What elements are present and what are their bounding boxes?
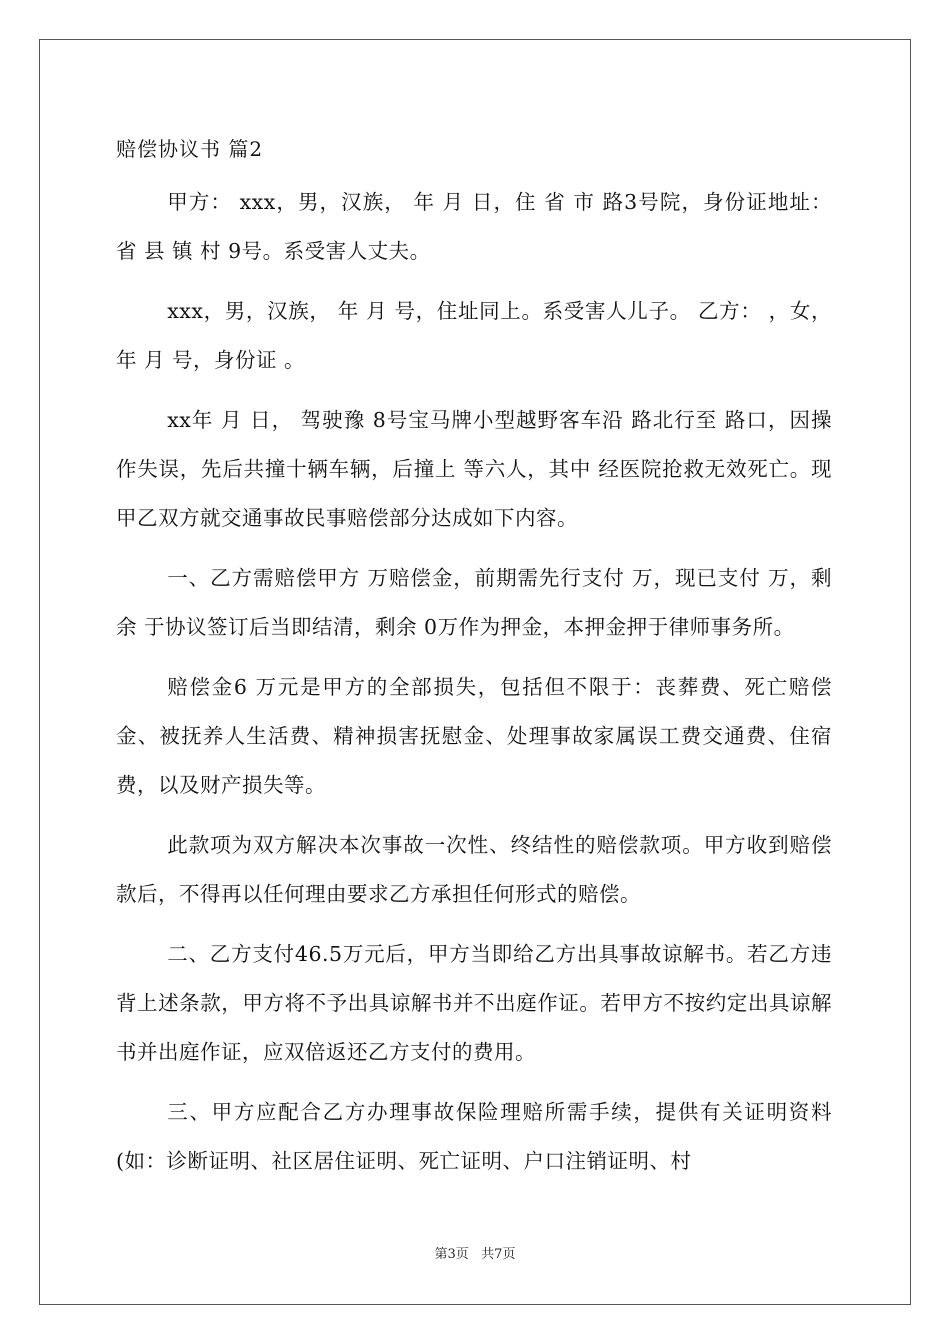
paragraph-clause-3: 三、甲方应配合乙方办理事故保险理赔所需手续，提供有关证明资料(如：诊断证明、社区居住证明、死亡证明、户口注销证明、村	[116, 1100, 832, 1173]
paragraph-party-b: xxx，男，汉族， 年 月 号，住址同上。系受害人儿子。 乙方： ，女， 年 月 号，身份证 。	[116, 299, 832, 372]
paragraph-party-a: 甲方： xxx，男，汉族， 年 月 日，住 省 市 路3号院，身份证地址： 省 县 镇 村 9号。系受害人丈夫。	[116, 190, 832, 263]
paragraph-compensation-scope: 赔偿金6 万元是甲方的全部损失，包括但不限于：丧葬费、死亡赔偿金、被抚养人生活费、精神损害抚慰金、处理事故家属误工费交通费、住宿费，以及财产损失等。	[116, 675, 832, 797]
document-title: 赔偿协议书 篇2	[116, 137, 264, 161]
paragraph-finality: 此款项为双方解决本次事故一次性、终结性的赔偿款项。甲方收到赔偿款后，不得再以任何理由要求乙方承担任何形式的赔偿。	[116, 833, 832, 906]
paragraph-accident: xx年 月 日， 驾驶豫 8号宝马牌小型越野客车沿 路北行至 路口，因操作失误，先后共撞十辆车辆，后撞上 等六人，其中 经医院抢救无效死亡。现甲乙双方就交通事故民事赔偿部分达成如下内容。	[116, 408, 832, 530]
page-footer	[0, 1246, 950, 1264]
paragraph-clause-2: 二、乙方支付46.5万元后，甲方当即给乙方出具事故谅解书。若乙方违背上述条款，甲方将不予出具谅解书并不出庭作证。若甲方不按约定出具谅解书并出庭作证，应双倍返还乙方支付的费用。	[116, 942, 832, 1064]
page-number: 第3页 共7页	[434, 1247, 516, 1262]
document-body	[116, 130, 832, 1197]
paragraph-clause-1: 一、乙方需赔偿甲方 万赔偿金，前期需先行支付 万，现已支付 万，剩余 于协议签订后当即结清，剩余 0万作为押金，本押金押于律师事务所。	[116, 566, 832, 639]
